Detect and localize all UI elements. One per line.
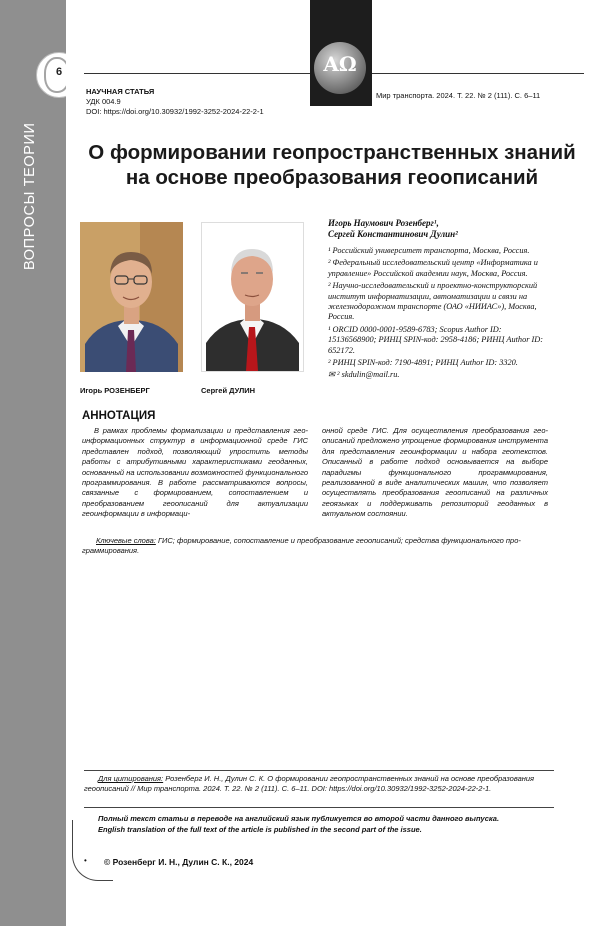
title-line: на основе преобразования геоописаний: [125, 166, 539, 189]
journal-logo-text: ΑΩ: [323, 52, 357, 76]
photo-caption: Сергей ДУЛИН: [201, 386, 256, 395]
translation-note-ru: Полный текст статьи в переводе на английский язык публикуется во второй части данного выпуска.: [98, 814, 500, 823]
corner-ornament: [72, 820, 113, 881]
udc: УДК 004.9: [86, 97, 121, 106]
title-line: О формировании геопространственных знаний: [88, 141, 576, 164]
photo-caption: Игорь РОЗЕНБЕРГ: [80, 386, 150, 395]
author-name: Сергей Константинович Дулин²: [328, 229, 458, 239]
author-photo-rozenberg: [80, 222, 183, 372]
translation-note: [84, 814, 556, 835]
keywords-label: Ключевые слова:: [96, 536, 156, 545]
article-meta: [86, 87, 264, 117]
author-name: Игорь Наумович Розенберг¹,: [328, 218, 439, 228]
citation-rule: [84, 770, 554, 771]
abstract-column-1: В рамках проблемы формализации и представления гео-информационных структур в информационной среде ГИС представлен подход, позволяющий упростить методы работы с атрибутивными характеристиками геоданных, основанный на использовании возможностей функционального программирования. В работе рассматриваются вопросы, связанные с формированием, сопоставлением и преобразованием геоописаний для актуализации геоинформации в информаци-: [82, 426, 308, 519]
author-ids: ¹ ORCID 0000-0001-9589-6783; Scopus Author ID: 15136568900; РИНЦ SPIN-код: 2958-4186; РИНЦ Author ID: 652172.: [328, 324, 544, 355]
author-ids: ² РИНЦ SPIN-код: 7190-4891; РИНЦ Author ID: 3320.: [328, 358, 518, 368]
citation-rule-bottom: [84, 807, 554, 808]
affiliation: ² Федеральный исследовательский центр «Информатика и управление» Российской академии наук, Москва, Россия.: [328, 258, 538, 278]
translation-note-en: English translation of the full text of the article is published in the second part of the issue.: [98, 824, 422, 834]
copyright: © Розенберг И. Н., Дулин С. К., 2024: [104, 857, 254, 867]
abstract-heading: АННОТАЦИЯ: [82, 410, 156, 422]
citation: [84, 774, 556, 795]
keywords: [82, 536, 554, 557]
abstract-column-2: онной среде ГИС. Для осуществления преобразования гео-описаний предложено упрощение формирования инструмента для представления геоинформации и набора геотекстов. Описанный в работе подход основывается на выборе парадигмы функционального программирования, реализованной в виде аналитических машин, что позволяет осуществлять преобразования геоописаний на различных геоязыках и поддерживать репозиторий геоданных в актуальном состоянии.: [322, 426, 548, 519]
keywords-text: ГИС; формирование, сопоставление и преобразование геоописаний; средства функционального про-граммирования.: [82, 536, 521, 556]
author-info: [328, 218, 548, 383]
affiliation: ² Научно-исследовательский и проектно-конструкторский институт информатизации, автоматизации и связи на железнодорожном транспорте (ОАО «НИИАС»), Москва, Россия.: [328, 281, 538, 322]
author-names: [328, 218, 548, 240]
page-number: 6: [55, 66, 63, 78]
journal-reference: Мир транспорта. 2024. Т. 22. № 2 (111). С. 6–11: [376, 91, 541, 100]
section-title: ВОПРОСЫ ТЕОРИИ: [22, 122, 38, 270]
article-title: [72, 140, 592, 190]
author-photo-dulin: [201, 222, 304, 372]
doi[interactable]: DOI: https://doi.org/10.30932/1992-3252-2024-22-2-1: [86, 107, 264, 116]
article-type: НАУЧНАЯ СТАТЬЯ: [86, 87, 155, 96]
citation-text: Розенберг И. Н., Дулин С. К. О формировании геопространственных знаний на основе преобразования геоописаний // Мир транспорта. 2024. Т. 22. № 2 (111). С. 6–11. DOI: https://doi.org/10.30932/1992-3252-2024-22-2-1.: [84, 774, 535, 794]
author-email[interactable]: ✉ ² skdulin@mail.ru.: [328, 370, 400, 380]
citation-label: Для цитирования:: [98, 774, 164, 783]
affiliation: ¹ Российский университет транспорта, Москва, Россия.: [328, 246, 530, 255]
bullet-icon: •: [84, 856, 87, 865]
